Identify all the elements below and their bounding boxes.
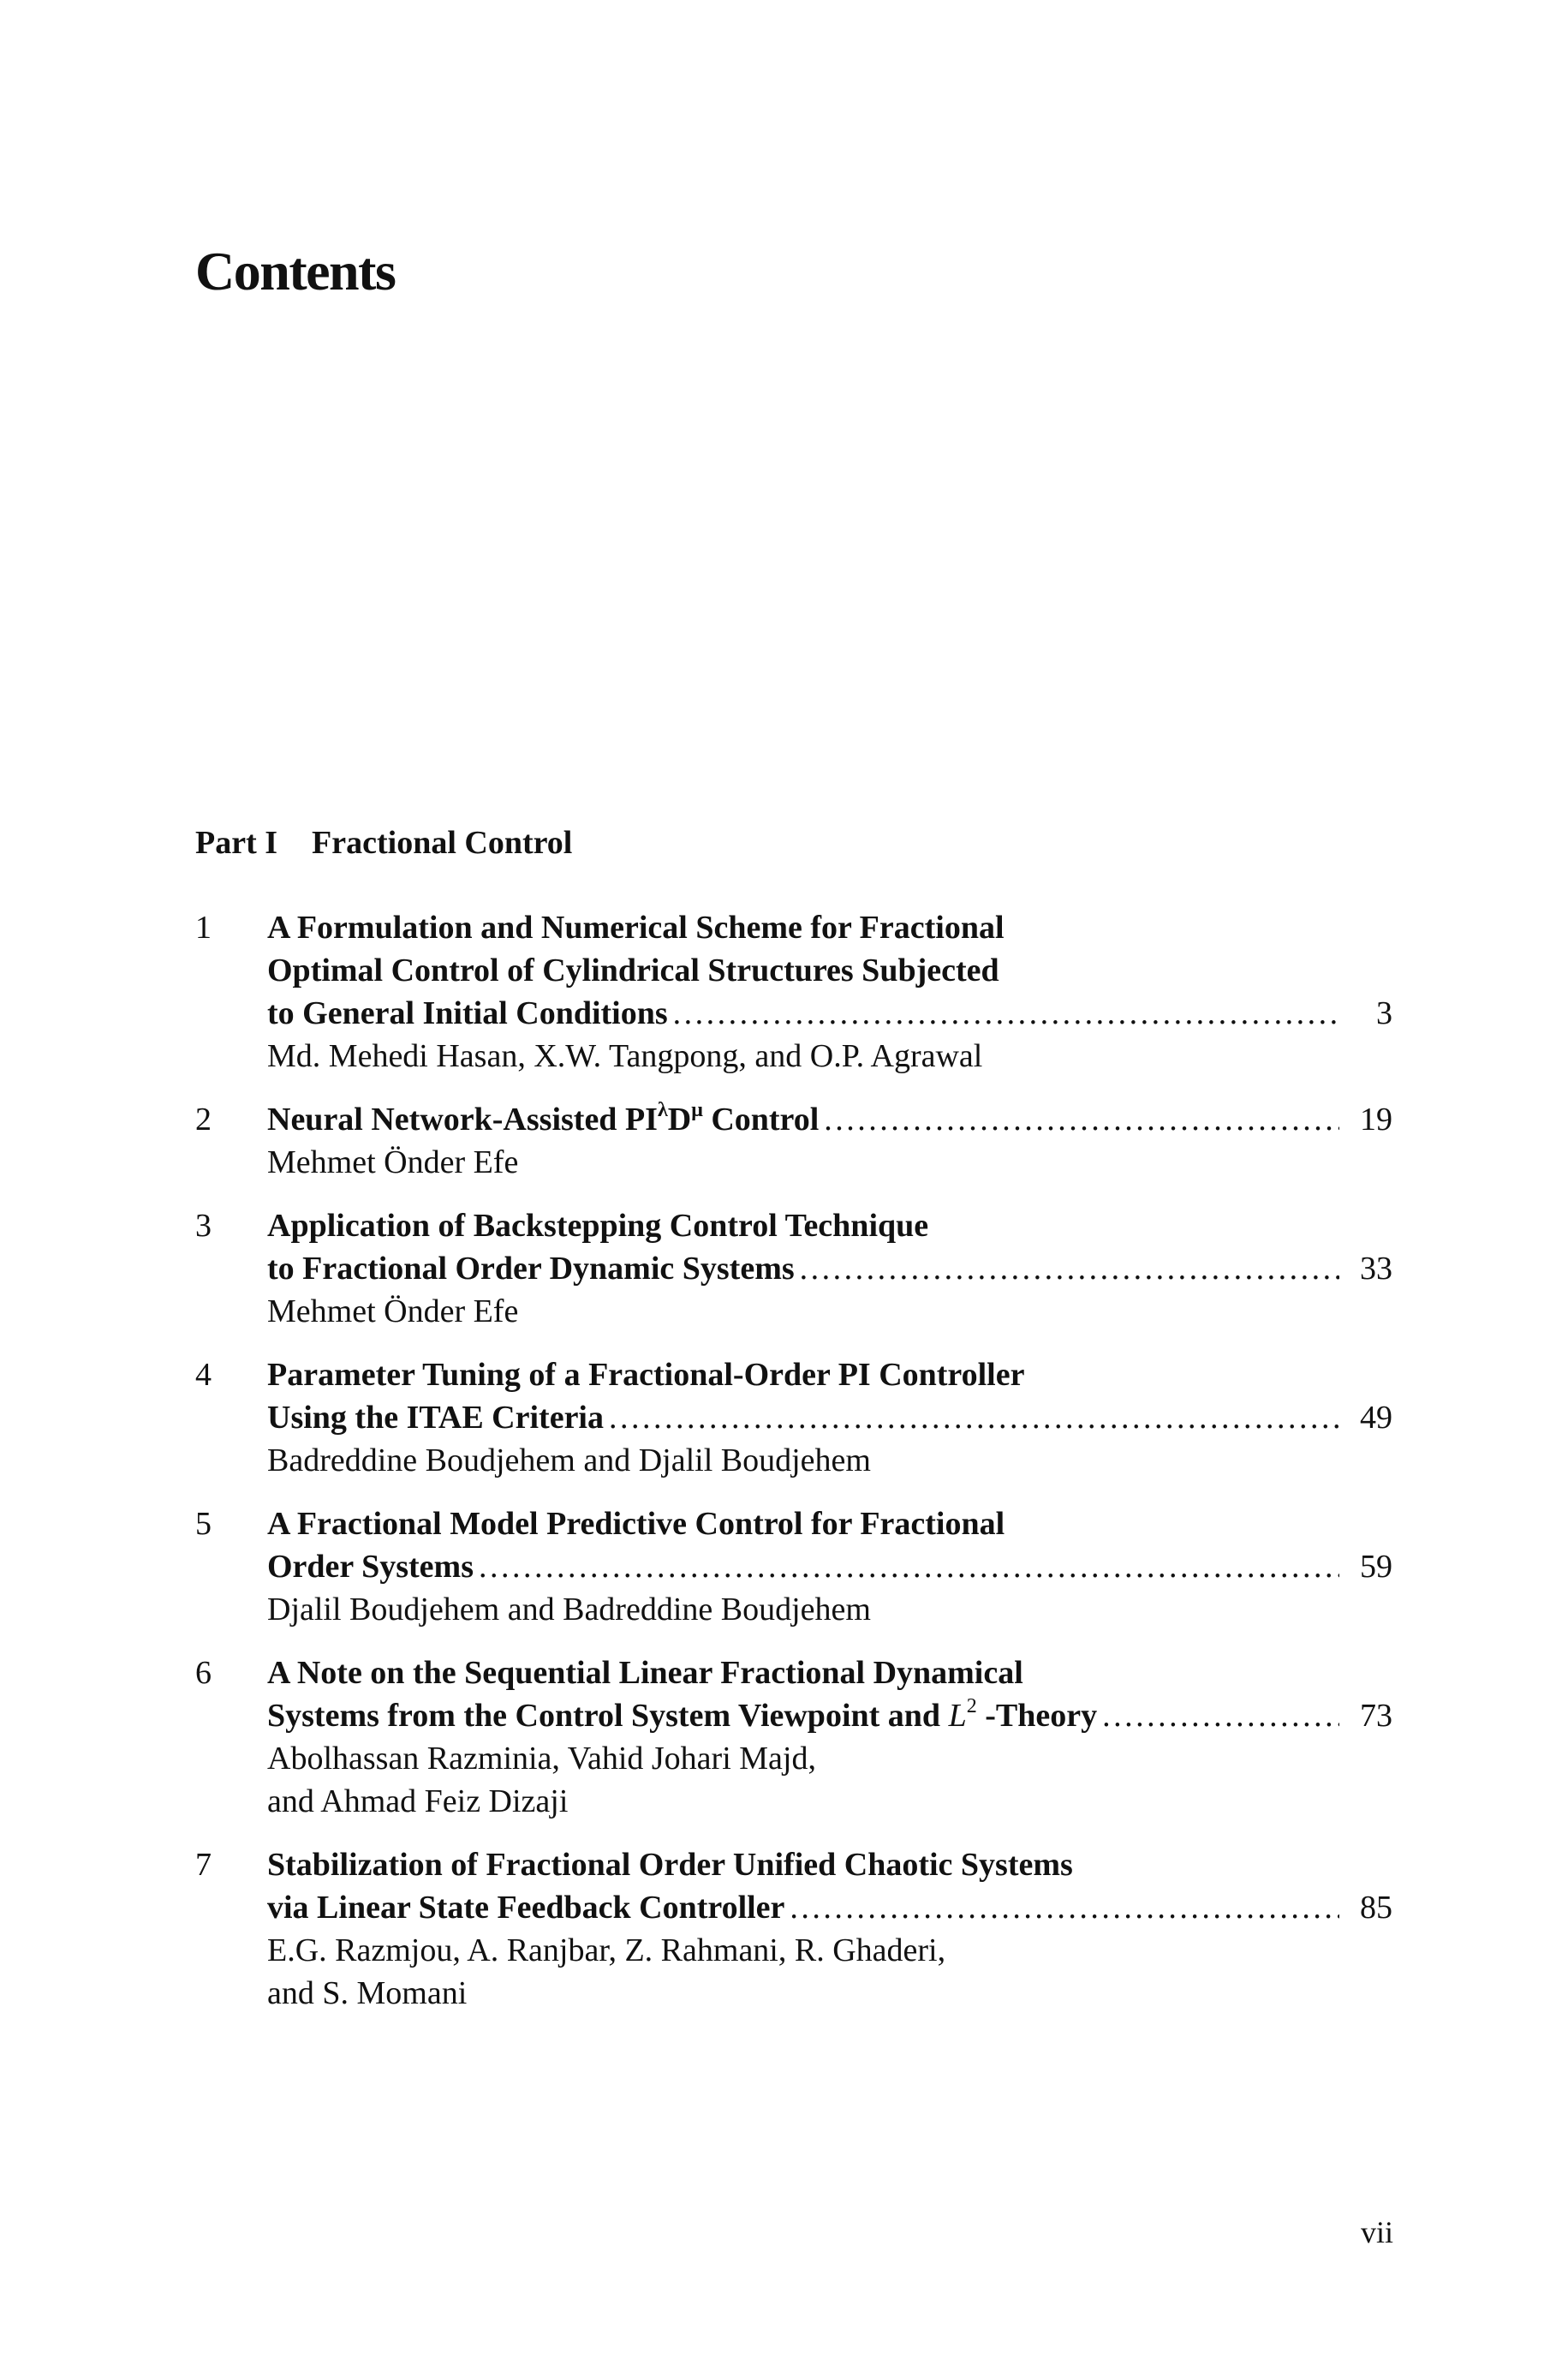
- chapter-number: 6: [195, 1655, 212, 1691]
- chapter-authors: Abolhassan Razminia, Vahid Johari Majd,: [267, 1741, 816, 1777]
- page-folio: vii: [1360, 2215, 1393, 2249]
- toc-entry-1[interactable]: [195, 906, 1392, 1078]
- chapter-authors: Mehmet Önder Efe: [267, 1293, 519, 1329]
- toc-entry-3[interactable]: [195, 1204, 1392, 1333]
- chapter-number: 2: [195, 1102, 212, 1138]
- chapter-title-last-line: [267, 1545, 1392, 1588]
- chapter-title-last-line: [267, 1396, 1392, 1439]
- toc-entry-5[interactable]: [195, 1502, 1392, 1631]
- dot-leader: [609, 1396, 1339, 1439]
- part-label: Part I: [195, 825, 278, 861]
- page-number[interactable]: 49: [1360, 1400, 1392, 1436]
- chapter-title-line: Using the ITAE Criteria: [267, 1400, 604, 1436]
- page-number[interactable]: 85: [1360, 1890, 1392, 1926]
- dot-leader: [824, 1098, 1339, 1141]
- page-title: Contents: [195, 240, 396, 302]
- toc-entry-2[interactable]: [195, 1098, 1392, 1184]
- chapter-number: 3: [195, 1208, 212, 1244]
- chapter-authors: and S. Momani: [267, 1975, 468, 2011]
- chapter-number: 5: [195, 1506, 212, 1542]
- page-number[interactable]: 19: [1360, 1102, 1392, 1138]
- chapter-title-line: Application of Backstepping Control Technique: [267, 1208, 929, 1244]
- chapter-title-line: to Fractional Order Dynamic Systems: [267, 1251, 795, 1287]
- page-number[interactable]: 73: [1360, 1698, 1392, 1734]
- chapter-number: 1: [195, 910, 212, 946]
- toc-entry-4[interactable]: [195, 1353, 1392, 1482]
- chapter-title-line: Systems from the Control System Viewpoint and $L^2$ -Theory: [267, 1695, 1098, 1734]
- chapter-title-line: Neural Network-Assisted $PI^\lambda D^\mu$ Control: [267, 1099, 820, 1138]
- dot-leader: [479, 1545, 1339, 1588]
- chapter-authors: Mehmet Önder Efe: [267, 1144, 519, 1180]
- dot-leader: [673, 992, 1339, 1035]
- chapter-authors: Badreddine Boudjehem and Djalil Boudjehem: [267, 1442, 871, 1478]
- chapter-title-line: A Note on the Sequential Linear Fractional Dynamical: [267, 1655, 1023, 1691]
- chapter-authors: and Ahmad Feiz Dizaji: [267, 1783, 569, 1819]
- chapter-title-last-line: [267, 1886, 1392, 1929]
- chapter-title-line: via Linear State Feedback Controller: [267, 1890, 785, 1926]
- chapter-authors: Md. Mehedi Hasan, X.W. Tangpong, and O.P. Agrawal: [267, 1038, 983, 1074]
- chapter-number: 4: [195, 1357, 212, 1393]
- table-of-contents: [195, 906, 1392, 2035]
- dot-leader: [1102, 1694, 1339, 1737]
- dot-leader: [800, 1247, 1339, 1290]
- chapter-title-line: Optimal Control of Cylindrical Structures Subjected: [267, 953, 999, 988]
- part-name: Fractional Control: [312, 825, 573, 861]
- page-number[interactable]: 59: [1360, 1549, 1392, 1585]
- page-number[interactable]: 33: [1360, 1251, 1392, 1287]
- chapter-title-last-line: [267, 1694, 1392, 1737]
- page-number[interactable]: 3: [1376, 995, 1392, 1031]
- chapter-authors: E.G. Razmjou, A. Ranjbar, Z. Rahmani, R. Ghaderi,: [267, 1932, 946, 1968]
- chapter-title-line: Parameter Tuning of a Fractional-Order PI Controller: [267, 1357, 1025, 1393]
- chapter-title-line: Order Systems: [267, 1549, 474, 1585]
- chapter-authors: Djalil Boudjehem and Badreddine Boudjehem: [267, 1592, 871, 1627]
- chapter-title-last-line: [267, 1098, 1392, 1141]
- chapter-title-line: A Formulation and Numerical Scheme for Fractional: [267, 910, 1005, 946]
- chapter-title-line: A Fractional Model Predictive Control for Fractional: [267, 1506, 1005, 1542]
- toc-entry-6[interactable]: [195, 1651, 1392, 1823]
- toc-entry-7[interactable]: [195, 1843, 1392, 2015]
- part-heading: [195, 824, 572, 862]
- chapter-title-last-line: [267, 1247, 1392, 1290]
- chapter-title-last-line: [267, 992, 1392, 1035]
- dot-leader: [790, 1886, 1339, 1929]
- chapter-title-line: to General Initial Conditions: [267, 995, 668, 1031]
- chapter-number: 7: [195, 1847, 212, 1883]
- chapter-title-line: Stabilization of Fractional Order Unified Chaotic Systems: [267, 1847, 1073, 1883]
